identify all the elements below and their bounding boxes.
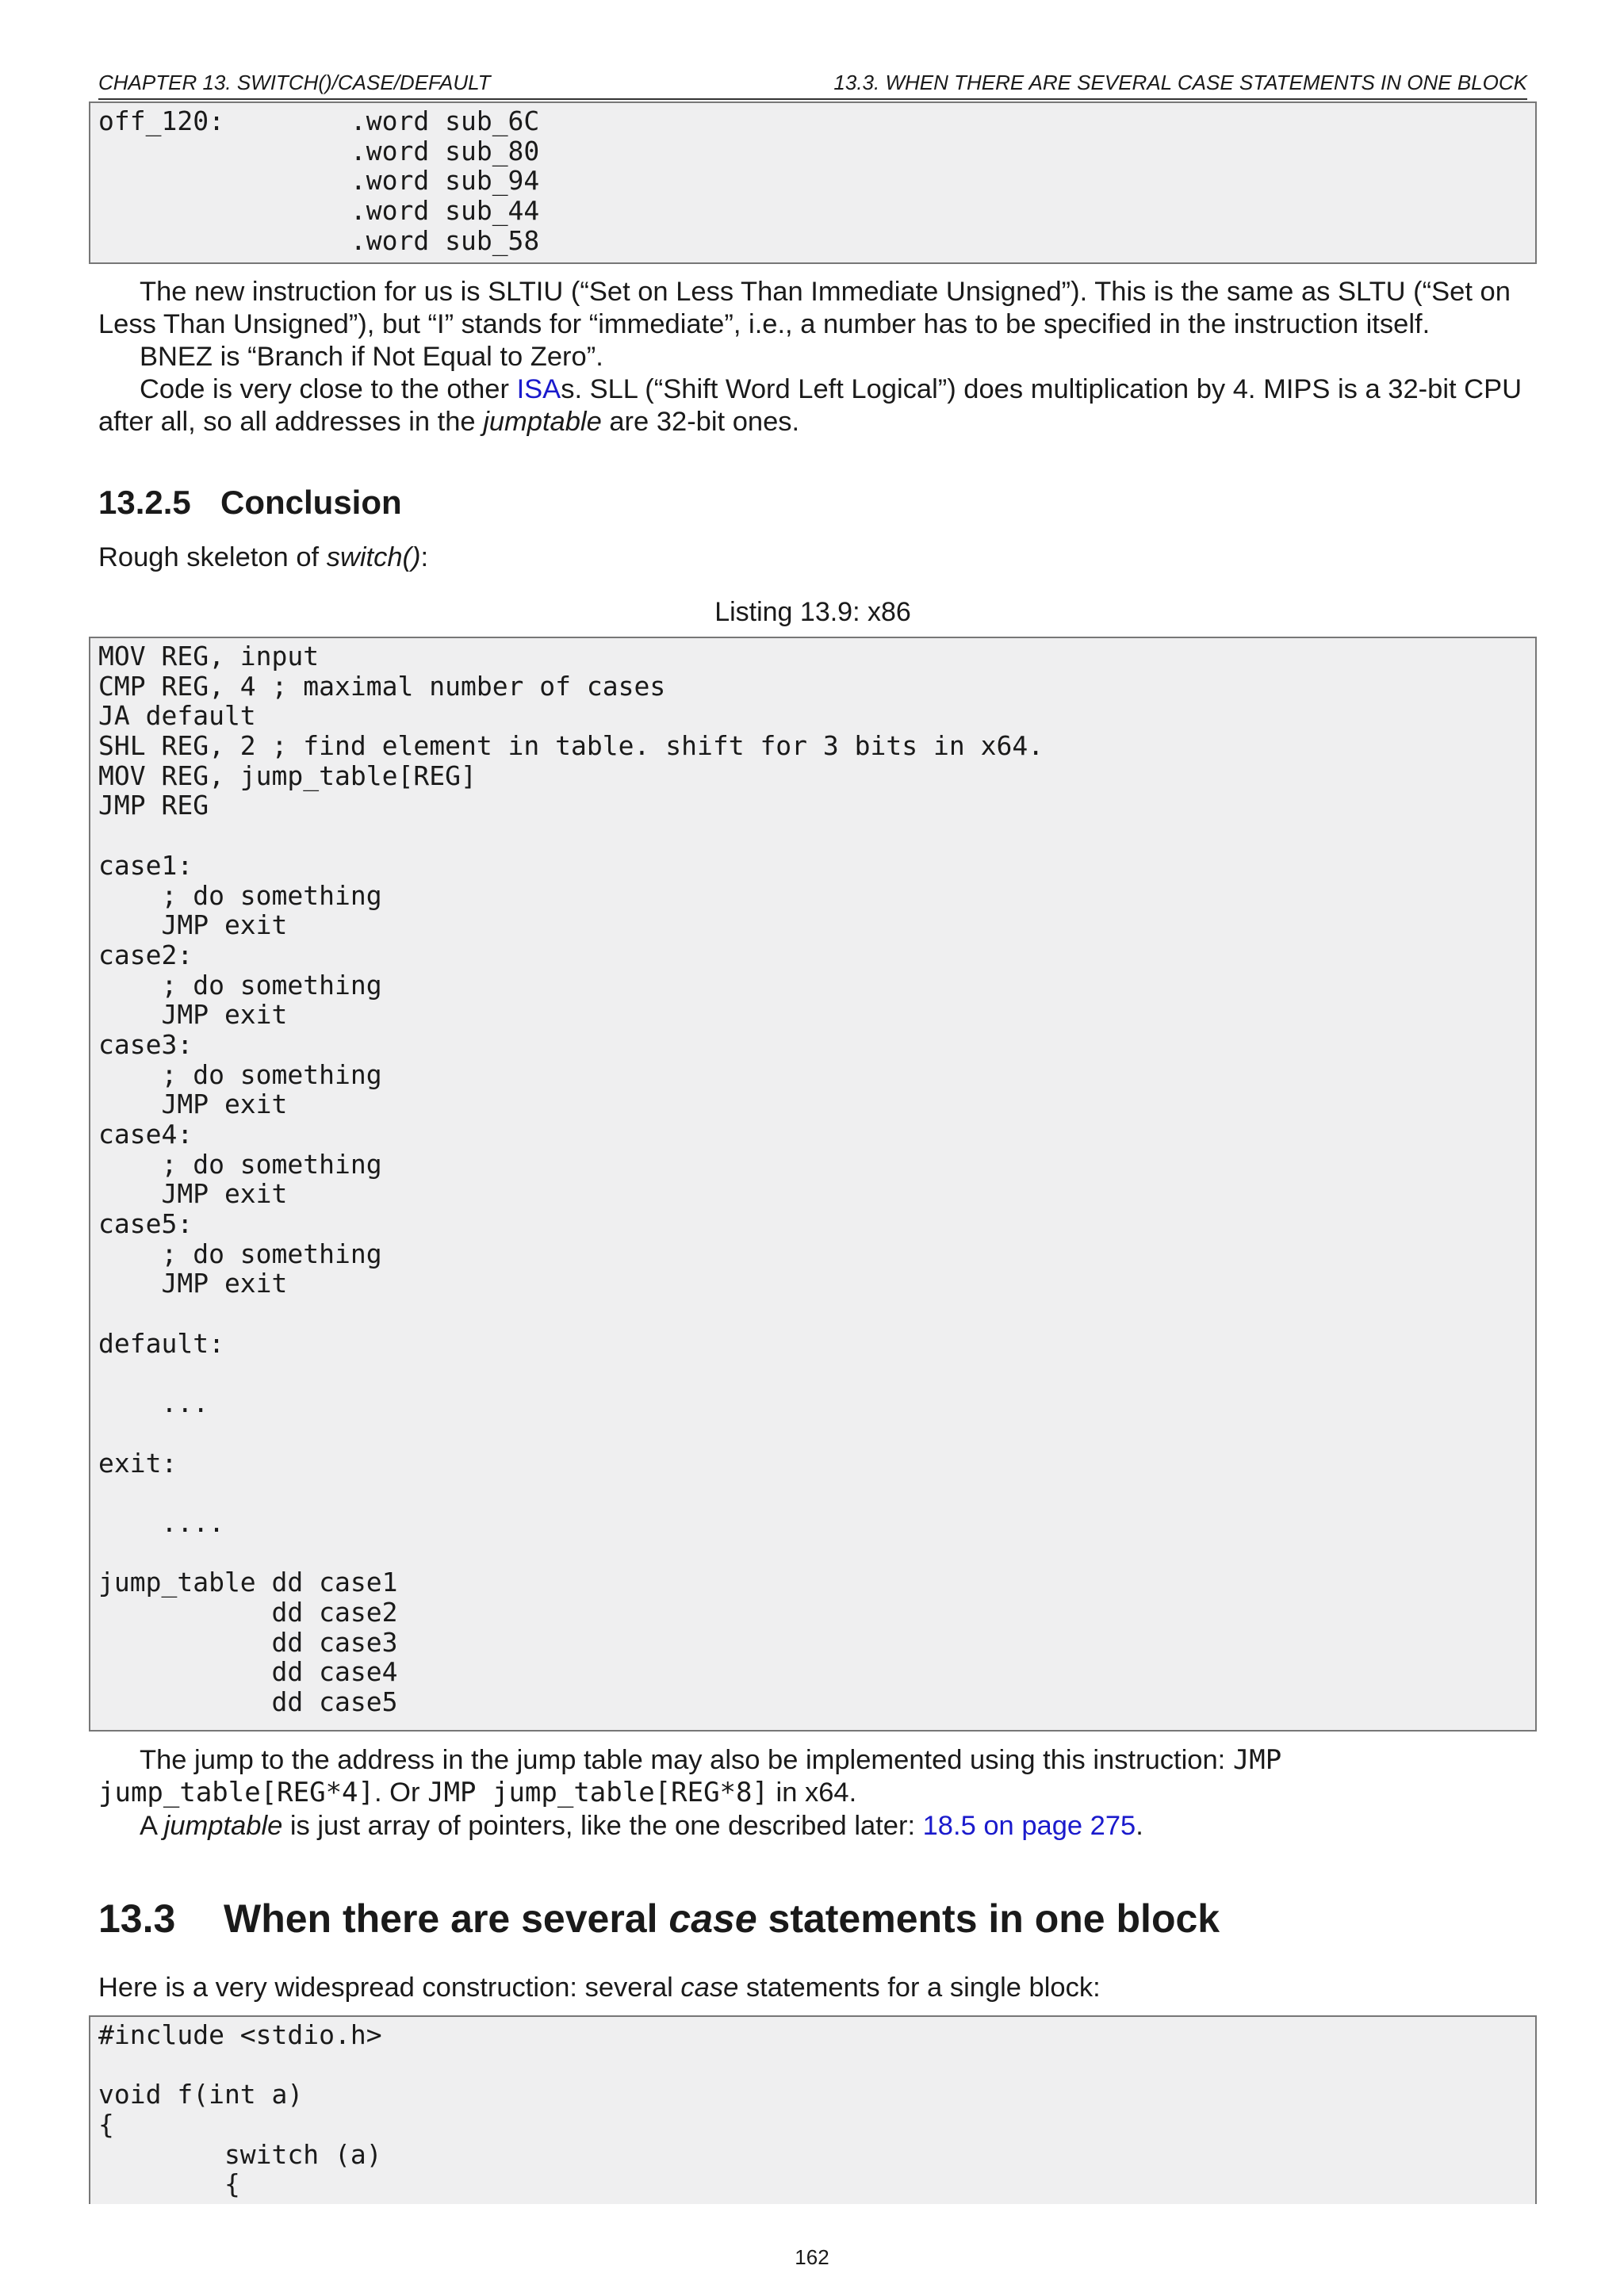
isa-link[interactable]: ISA (516, 374, 561, 404)
code-line: dd case3 (98, 1626, 398, 1658)
code-block-mips-table (89, 101, 1537, 264)
paragraph-isa: Code is very close to the other ISAs. SLL (“Shift Word Left Logical”) does multiplication by 4. MIPS is a 32-bit CPU after all, so all addresses in the jumptable are 32-bit ones. (98, 374, 1522, 437)
code-block-c-example (89, 2015, 1537, 2204)
code-line: CMP REG, 4 ; maximal number of cases (98, 670, 666, 702)
code-line: JMP exit (98, 1089, 288, 1120)
code-line: dd case2 (98, 1597, 398, 1628)
paragraph-jumptable: A jumptable is just array of pointers, like the one described later: 18.5 on page 275. (140, 1811, 1143, 1841)
code-line: JMP exit (98, 1178, 288, 1210)
code-line: MOV REG, input (98, 641, 320, 672)
code-line: exit: (98, 1447, 178, 1479)
code-line (98, 1299, 1535, 1329)
code-line: JMP exit (98, 1268, 288, 1299)
listing-caption: Listing 13.9: x86 (714, 597, 911, 627)
code-line: JMP exit (98, 999, 288, 1031)
code-line: case2: (98, 939, 193, 970)
code-line: off_120: .word sub_6C (98, 105, 540, 136)
code-line (98, 2050, 1535, 2080)
paragraph-bnez: BNEZ is “Branch if Not Equal to Zero”. (140, 342, 603, 372)
code-line: ; do something (98, 879, 382, 911)
code-line: dd case5 (98, 1686, 398, 1718)
code-line (98, 1538, 1535, 1568)
code-line: ; do something (98, 1058, 382, 1090)
code-line: SHL REG, 2 ; find element in table. shift for 3 bits in x64. (98, 730, 1044, 762)
code-line: case4: (98, 1119, 193, 1150)
header-section: 13.3. WHEN THERE ARE SEVERAL CASE STATEMENTS IN ONE BLOCK (833, 71, 1527, 94)
section-heading-conclusion (98, 484, 402, 522)
section-number: 13.3 (98, 1896, 176, 1941)
header-chapter: CHAPTER 13. SWITCH()/CASE/DEFAULT (98, 71, 491, 94)
section-title: Conclusion (220, 484, 402, 521)
code-line: case1: (98, 849, 193, 881)
code-line: switch (a) (98, 2138, 382, 2170)
code-line: default: (98, 1327, 224, 1359)
code-line: .word sub_44 (98, 195, 540, 227)
code-line: case5: (98, 1208, 193, 1240)
code-line: void f(int a) (98, 2079, 304, 2110)
paragraph-sltiu: The new instruction for us is SLTIU (“Set on Less Than Immediate Unsigned”). This is the same as SLTU (“Set on Less Than Unsigned”), but “I” stands for “immediate”, i.e., a number has to be specified in the instruction itself. (98, 277, 1511, 339)
section-heading-13-3: 13.3 When there are several case statements in one block (98, 1896, 1220, 1941)
inline-code-jmp8: JMP jump_table[REG*8] (427, 1777, 768, 1808)
code-line: .word sub_80 (98, 135, 540, 166)
code-line: dd case4 (98, 1656, 398, 1688)
code-line: .word sub_58 (98, 224, 540, 256)
code-line: jump_table dd case1 (98, 1567, 398, 1598)
code-line: ; do something (98, 969, 382, 1001)
paragraph-widespread: Here is a very widespread construction: several case statements for a single block: (98, 1973, 1101, 2003)
code-line: ; do something (98, 1148, 382, 1180)
code-line (98, 1418, 1535, 1448)
code-line: ; do something (98, 1238, 382, 1269)
code-line: JA default (98, 700, 256, 732)
paragraph-jump-impl: The jump to the address in the jump table may also be implemented using this instruction: JMP jump_table[REG*4]. Or JMP jump_table[REG*8] in x64. (98, 1744, 1282, 1808)
running-header (98, 68, 1527, 100)
code-line: #include <stdio.h> (98, 2019, 382, 2050)
code-line: { (98, 2109, 114, 2141)
code-line: { (98, 2168, 240, 2200)
code-line: JMP exit (98, 909, 288, 941)
code-line: case3: (98, 1028, 193, 1060)
page-ref-link[interactable]: 18.5 on page 275 (922, 1811, 1136, 1841)
section-number: 13.2.5 (98, 484, 191, 521)
code-line (98, 1478, 1535, 1508)
paragraph-skeleton-intro: Rough skeleton of switch(): (98, 542, 429, 572)
inline-code-jmp4: JMP jump_table[REG*4] (98, 1744, 1282, 1808)
page-number: 162 (795, 2245, 829, 2269)
code-line: .word sub_94 (98, 165, 540, 197)
code-line: .... (98, 1506, 224, 1538)
code-line (98, 1359, 1535, 1389)
code-line: JMP REG (98, 790, 209, 821)
code-block-x86-skeleton (89, 637, 1537, 1732)
code-line (98, 821, 1535, 851)
code-line: MOV REG, jump_table[REG] (98, 760, 477, 791)
code-line: ... (98, 1387, 209, 1419)
